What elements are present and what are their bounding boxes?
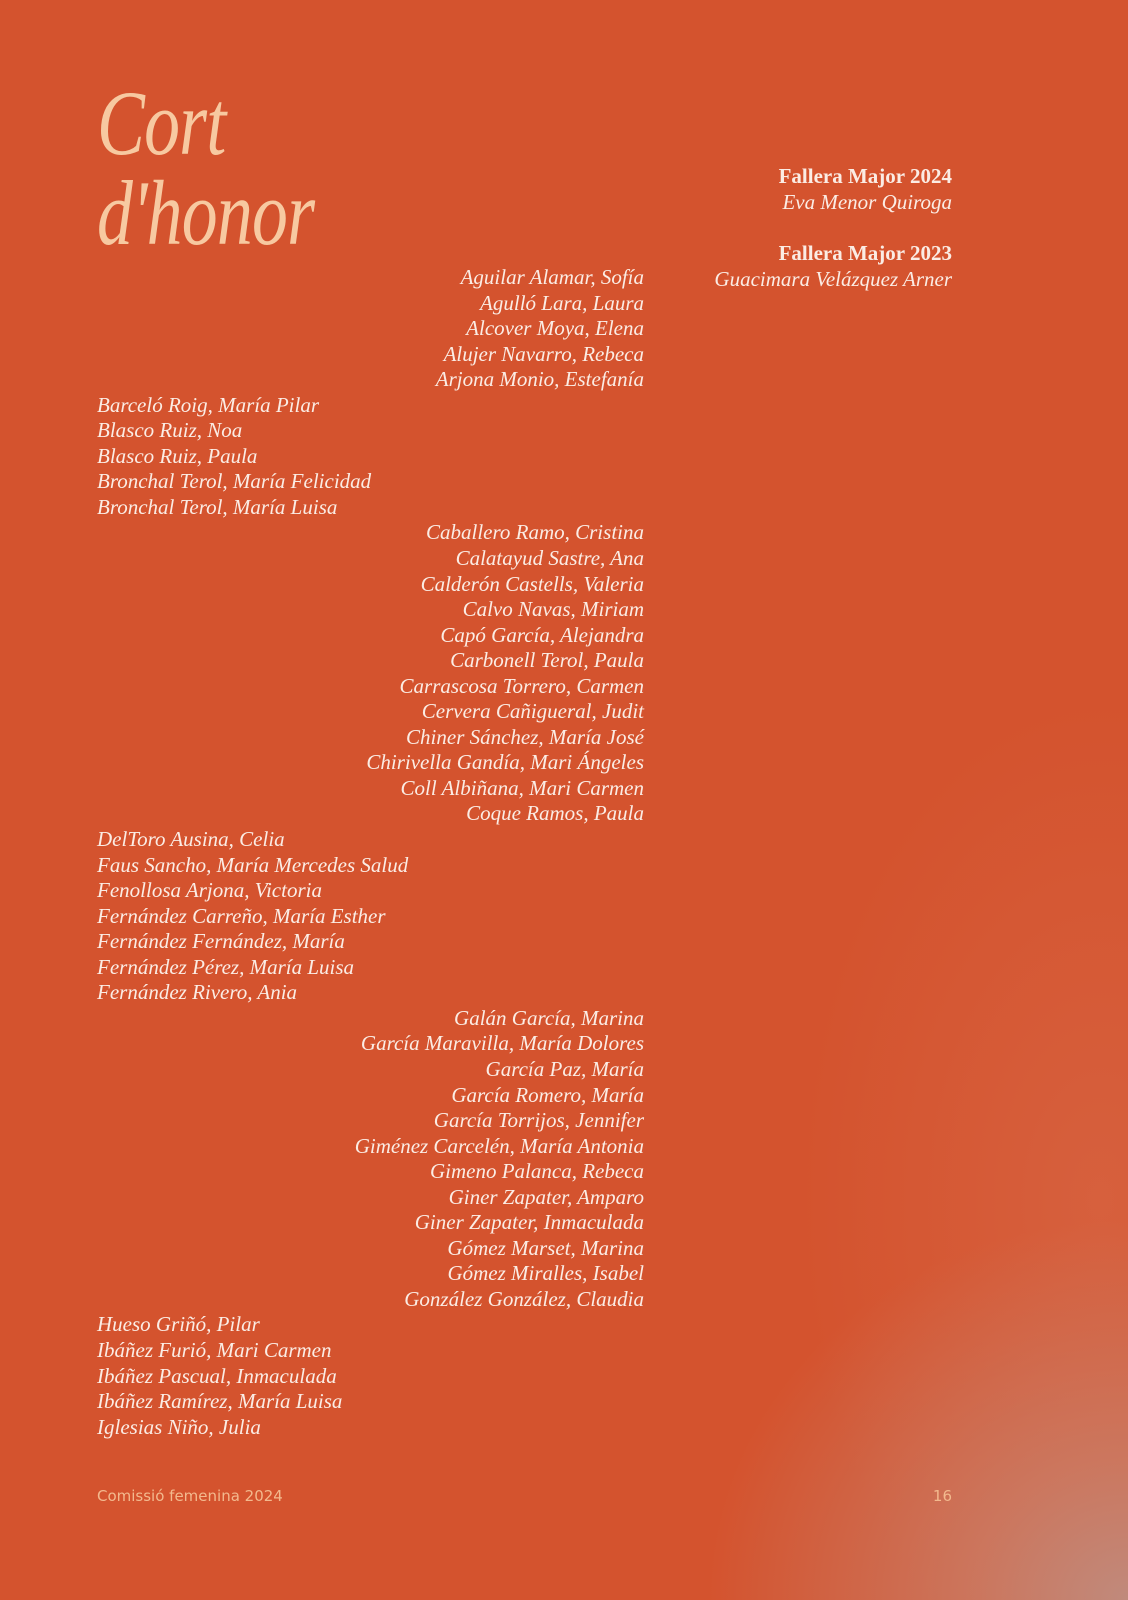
member-name: Bronchal Terol, María Felicidad [97,469,372,494]
member-name: Carbonell Terol, Paula [450,648,644,673]
honor-role: Fallera Major 2024 [778,164,952,188]
footer [97,1487,952,1505]
member-name: García Romero, María [451,1082,644,1107]
footer-publication: Comissió femenina 2024 [97,1487,283,1505]
name-group [97,265,644,393]
honor-name: Guacimara Velázquez Arner [714,267,952,291]
honor-role: Fallera Major 2023 [778,241,952,265]
member-name: Ibáñez Ramírez, María Luisa [97,1389,343,1414]
name-group [97,393,644,521]
member-name: Cervera Cañigueral, Judit [421,699,644,724]
member-name: Giner Zapater, Amparo [448,1184,644,1209]
member-name: García Paz, María [485,1056,644,1081]
page-title [97,72,315,264]
member-name: García Maravilla, María Dolores [360,1031,644,1056]
member-name: Alcover Moya, Elena [466,316,644,341]
member-name: Gimeno Palanca, Rebeca [429,1159,644,1184]
member-name: Coque Ramos, Paula [466,801,644,826]
member-name: Faus Sancho, María Mercedes Salud [97,852,409,877]
member-name: Ibáñez Furió, Mari Carmen [97,1337,332,1362]
member-name: Fernández Fernández, María [97,929,345,954]
member-name: Fernández Rivero, Ania [97,980,298,1005]
member-name: Aguilar Alamar, Sofía [460,265,644,289]
member-name: González González, Claudia [404,1286,644,1311]
member-name: Barceló Roig, María Pilar [97,392,320,417]
page-number: 16 [932,1487,952,1505]
member-name: Giménez Carcelén, María Antonia [354,1133,644,1158]
member-name: Bronchal Terol, María Luisa [97,494,338,519]
member-name: Iglesias Niño, Julia [97,1414,261,1439]
member-name: Ibáñez Pascual, Inmaculada [97,1363,337,1388]
member-name: Agulló Lara, Laura [480,290,644,315]
member-name: Alujer Navarro, Rebeca [443,341,644,366]
member-name: Calatayud Sastre, Ana [455,546,644,571]
member-name: Giner Zapater, Inmaculada [414,1210,644,1235]
member-name: García Torrijos, Jennifer [433,1108,644,1133]
title-line-2: d'honor [97,162,315,264]
honor-entry [714,240,952,292]
member-name: Fernández Pérez, María Luisa [97,954,355,979]
member-name: Carrascosa Torrero, Carmen [399,673,644,698]
member-name: DelToro Ausina, Celia [97,827,285,852]
members-list [97,265,644,1440]
name-group [97,1006,644,1313]
member-name: Gómez Marset, Marina [447,1235,644,1260]
name-group [97,520,644,827]
member-name: Caballero Ramo, Cristina [426,520,644,545]
member-name: Arjona Monio, Estefanía [435,367,644,392]
member-name: Calvo Navas, Miriam [462,597,644,622]
member-name: Fernández Carreño, María Esther [97,903,386,928]
member-name: Blasco Ruiz, Noa [97,418,243,443]
member-name: Gómez Miralles, Isabel [447,1261,644,1286]
member-name: Chirivella Gandía, Mari Ángeles [366,750,644,775]
member-name: Calderón Castells, Valeria [420,571,644,596]
title-line-1: Cort [97,72,226,174]
member-name: Capó García, Alejandra [440,622,644,647]
member-name: Blasco Ruiz, Paula [97,443,258,468]
name-group [97,827,644,1006]
member-name: Fenollosa Arjona, Victoria [97,878,322,903]
honor-entry [714,163,952,215]
honor-name: Eva Menor Quiroga [782,190,952,214]
honors-list [714,163,952,317]
member-name: Hueso Griñó, Pilar [97,1312,260,1337]
member-name: Chiner Sánchez, María José [406,724,644,749]
member-name: Galán García, Marina [454,1005,644,1030]
member-name: Coll Albiñana, Mari Carmen [400,775,644,800]
name-group [97,1312,644,1440]
